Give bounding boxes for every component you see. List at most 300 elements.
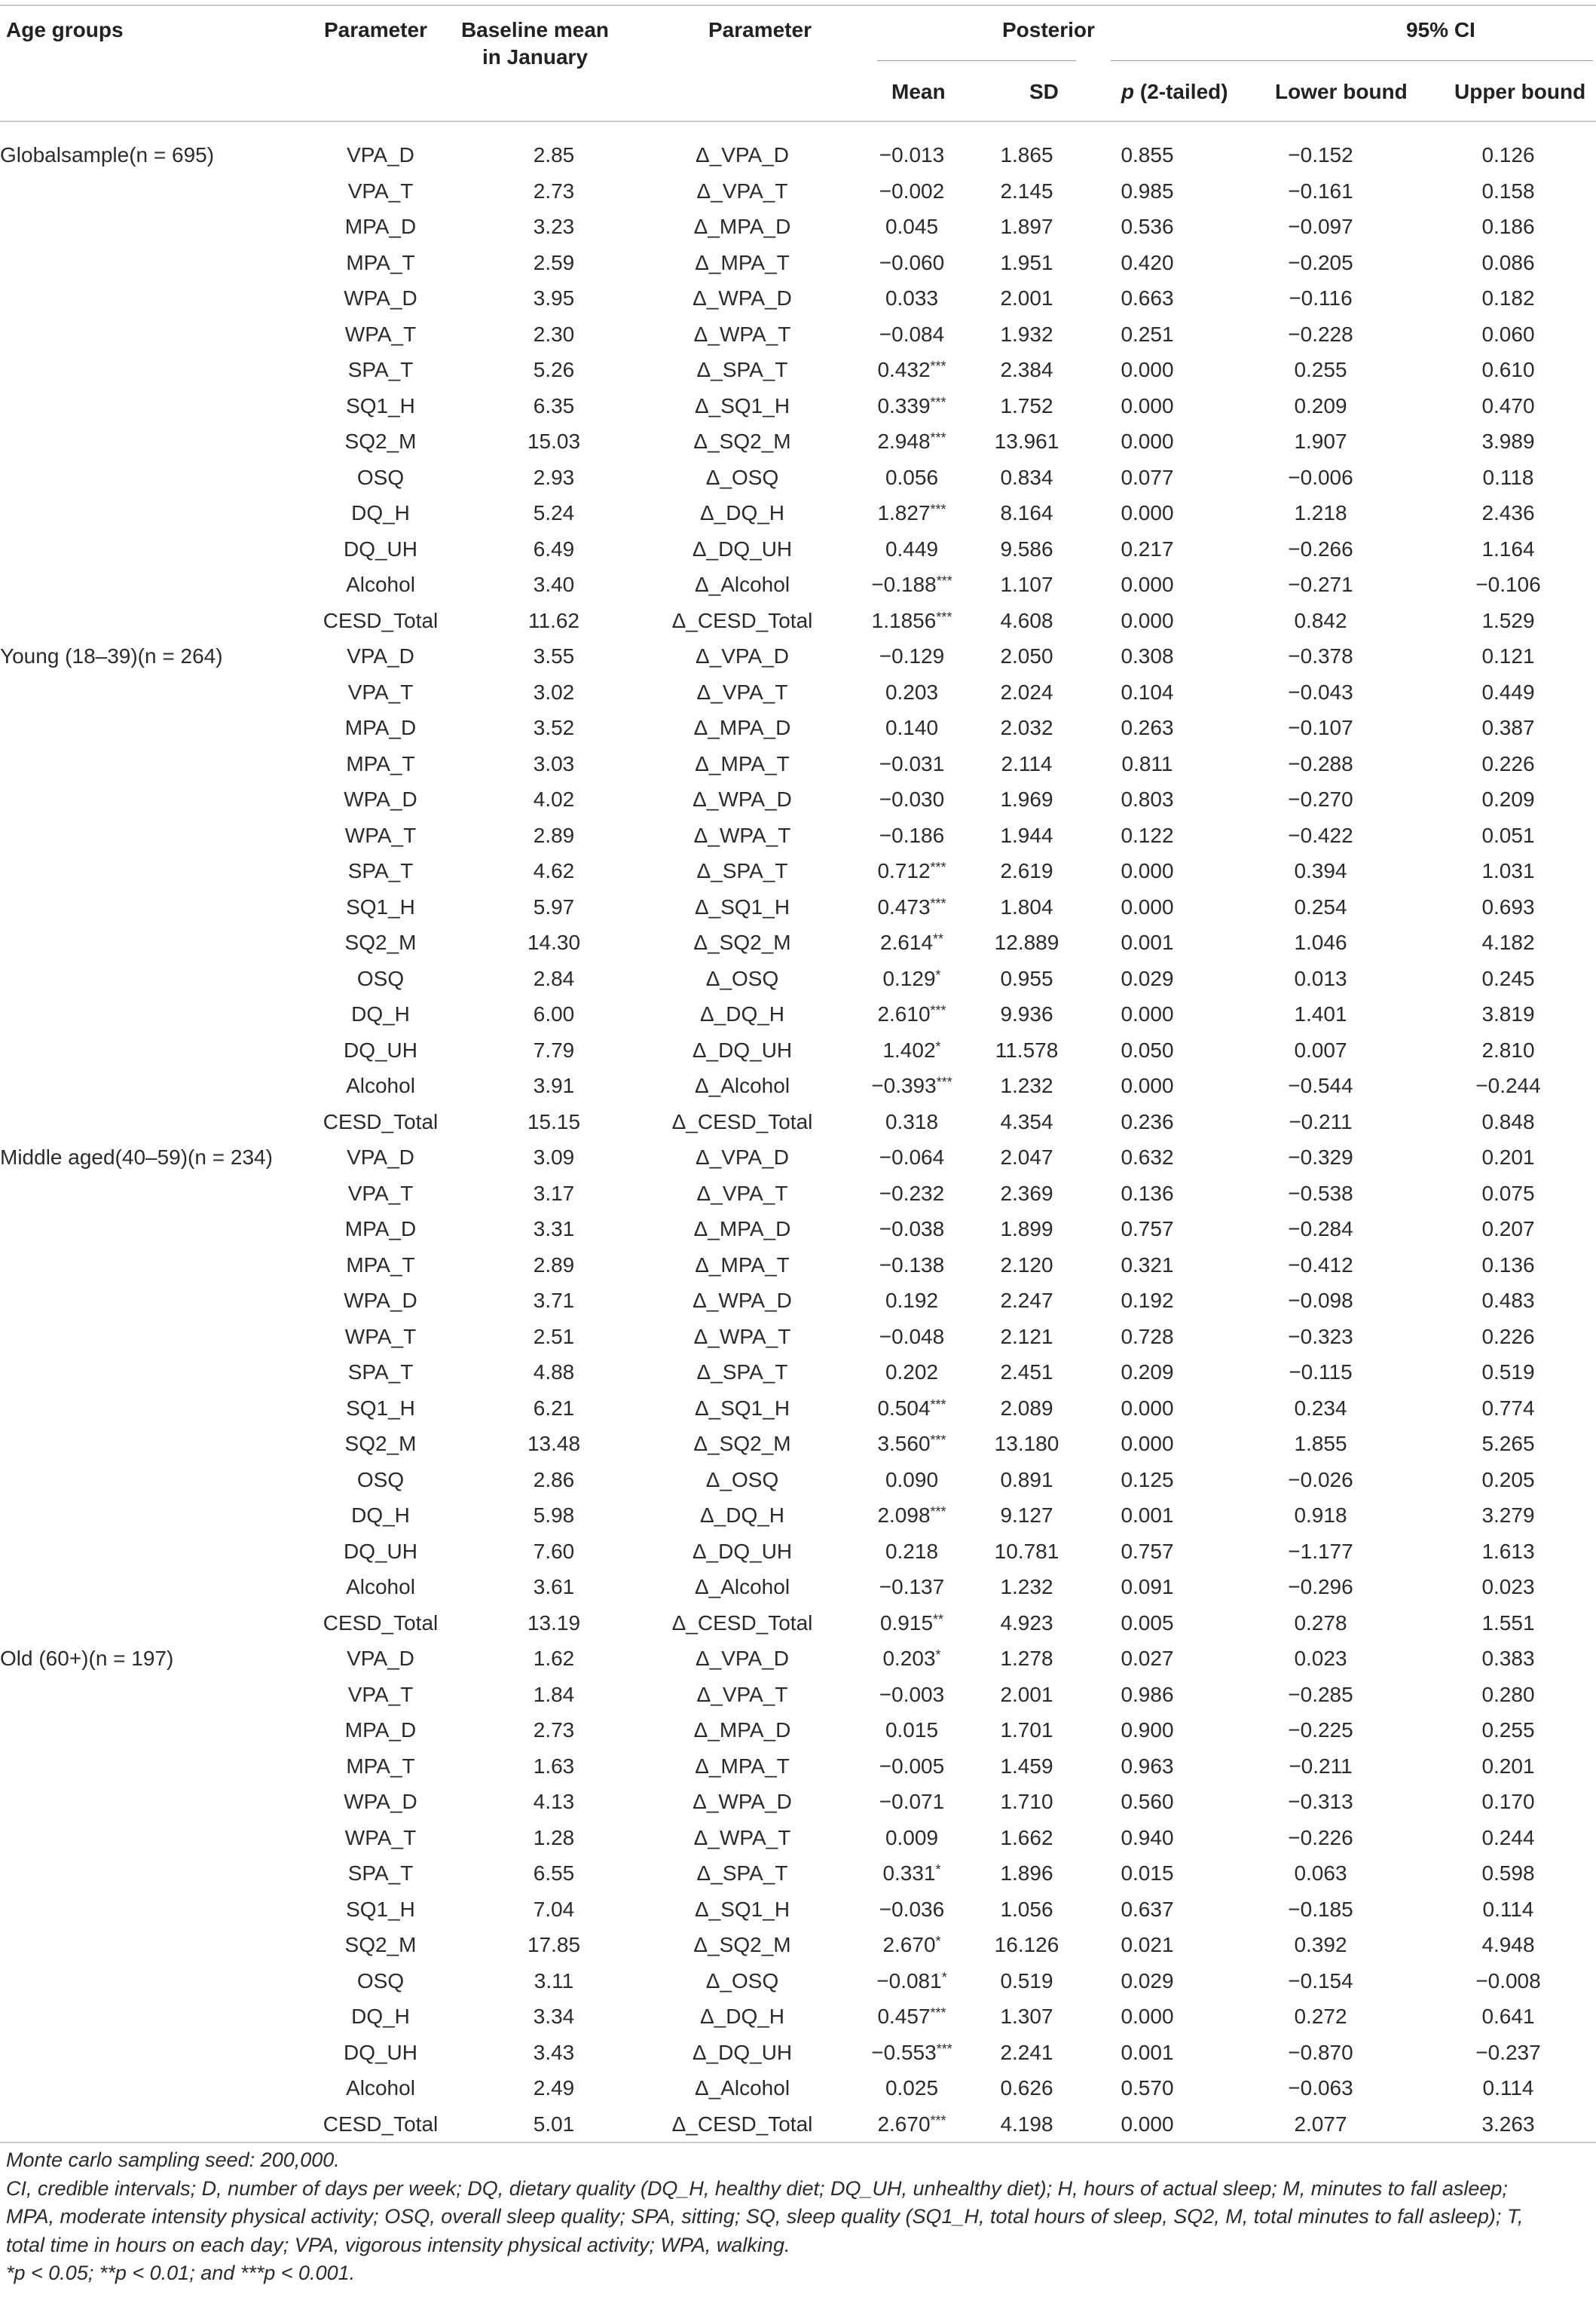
posterior-mean-cell-value: −0.232: [879, 1181, 945, 1205]
posterior-mean-cell: [844, 352, 980, 388]
posterior-mean-cell: [844, 1677, 980, 1713]
age-group-cell: [0, 1319, 294, 1355]
baseline-mean-cell-value: 2.73: [533, 1718, 575, 1742]
posterior-sd-cell: [980, 1211, 1074, 1247]
header-p-rest: (2-tailed): [1134, 80, 1228, 103]
delta-parameter-cell-value: Δ_SQ2_M: [693, 931, 791, 954]
ci-upper-cell-value: 0.205: [1481, 1467, 1535, 1491]
ci-lower-cell-value: −0.538: [1288, 1181, 1353, 1205]
baseline-mean-cell: [467, 674, 641, 711]
posterior-sd-cell: [980, 1176, 1074, 1212]
age-group-cell: [0, 1892, 294, 1928]
ci-upper-cell: [1420, 280, 1596, 317]
header-bottom-rule: [0, 121, 1596, 122]
baseline-mean-cell: [467, 2035, 641, 2071]
posterior-sd-cell: [980, 1032, 1074, 1069]
p-value-cell: [1074, 1641, 1221, 1677]
table-row: [0, 746, 1596, 782]
p-value-cell: [1074, 388, 1221, 424]
posterior-sd-cell-value: 2.120: [1000, 1252, 1053, 1277]
table-row: [0, 961, 1596, 997]
table-top-rule: [0, 5, 1596, 6]
ci-upper-cell: [1420, 1855, 1596, 1892]
table-row: [0, 1677, 1596, 1713]
posterior-mean-cell: [844, 781, 980, 818]
ci-lower-cell: [1221, 245, 1420, 281]
parameter-cell-value: MPA_D: [344, 215, 417, 238]
posterior-sd-cell: [980, 495, 1074, 531]
delta-parameter-cell-value: Δ_SQ2_M: [693, 1432, 791, 1455]
table-row: [0, 1247, 1596, 1283]
parameter-cell-value: SQ1_H: [346, 895, 415, 919]
posterior-mean-cell: [844, 746, 980, 782]
delta-parameter-cell: [641, 1999, 844, 2035]
ci-lower-cell-value: −0.154: [1288, 1968, 1353, 1993]
p-value-cell: [1074, 1534, 1221, 1570]
header-p-letter: p: [1121, 80, 1135, 103]
table-row: [0, 1283, 1596, 1319]
header-baseline-line2: in January: [482, 45, 589, 69]
delta-parameter-cell: [641, 818, 844, 854]
ci-upper-cell: [1420, 853, 1596, 889]
p-value-cell-value: 0.940: [1121, 1825, 1174, 1849]
baseline-mean-cell: [467, 531, 641, 567]
age-group-cell: [0, 1712, 294, 1748]
delta-parameter-cell-value: Δ_CESD_Total: [671, 608, 813, 632]
ci-lower-cell-value: 1.855: [1294, 1432, 1347, 1455]
delta-parameter-cell-value: Δ_DQ_H: [699, 2005, 785, 2028]
baseline-mean-cell: [467, 996, 641, 1032]
baseline-mean-cell-value: 2.85: [533, 143, 575, 167]
posterior-mean-cell-value: 2.098: [877, 1503, 931, 1527]
parameter-cell-value: MPA_T: [346, 1252, 415, 1277]
ci-upper-cell: [1420, 388, 1596, 424]
delta-parameter-cell: [641, 1390, 844, 1427]
posterior-mean-cell: [844, 1176, 980, 1212]
age-group-cell: [0, 781, 294, 818]
header-parameter-delta: Parameter: [708, 18, 812, 41]
posterior-mean-cell-value: −0.038: [879, 1217, 945, 1240]
parameter-cell-value: DQ_H: [351, 501, 410, 525]
posterior-mean-cell: [844, 1497, 980, 1534]
ci-upper-cell: [1420, 2035, 1596, 2071]
posterior-mean-cell-value: −0.036: [879, 1897, 945, 1921]
posterior-mean-cell-value: 0.432: [877, 358, 931, 381]
ci-upper-cell-value: 1.529: [1481, 608, 1535, 632]
delta-parameter-cell-value: Δ_MPA_T: [695, 1754, 790, 1778]
parameter-cell-value: CESD_Total: [323, 2112, 439, 2136]
age-group-cell: [0, 1927, 294, 1963]
parameter-cell-value: WPA_T: [344, 322, 417, 346]
ci-lower-cell-value: 0.272: [1294, 2005, 1347, 2028]
p-value-cell: [1074, 1354, 1221, 1390]
delta-parameter-cell: [641, 1032, 844, 1069]
delta-parameter-cell: [641, 1462, 844, 1498]
posterior-sd-cell-value: 0.834: [1000, 465, 1053, 489]
posterior-sd-cell-value: 1.752: [1000, 393, 1053, 417]
parameter-cell: [294, 1283, 467, 1319]
posterior-sd-cell: [980, 352, 1074, 388]
posterior-sd-cell-value: 9.936: [1000, 1002, 1053, 1026]
delta-parameter-cell: [641, 961, 844, 997]
significance-marker: ***: [930, 1003, 946, 1018]
table-row: [0, 1176, 1596, 1212]
ci-lower-cell: [1221, 1104, 1420, 1140]
posterior-sd-cell: [980, 1390, 1074, 1427]
parameter-cell: [294, 1247, 467, 1283]
p-value-cell: [1074, 2106, 1221, 2142]
age-group-cell: [0, 889, 294, 925]
parameter-cell: [294, 710, 467, 746]
p-value-cell-value: 0.005: [1121, 1610, 1174, 1635]
table-row: [0, 1927, 1596, 1963]
posterior-mean-cell-value: −0.071: [879, 1790, 945, 1813]
age-group-cell: [0, 1534, 294, 1570]
ci-upper-cell-value: 0.075: [1481, 1181, 1535, 1205]
posterior-sd-cell-value: 2.001: [1000, 1682, 1053, 1706]
parameter-cell: [294, 1892, 467, 1928]
parameter-cell: [294, 1569, 467, 1605]
age-group-cell: [0, 1390, 294, 1427]
parameter-cell: [294, 1855, 467, 1892]
p-value-cell-value: 0.986: [1121, 1682, 1174, 1706]
parameter-cell-value: MPA_T: [346, 250, 415, 274]
p-value-cell: [1074, 1999, 1221, 2035]
ci-upper-cell-value: 5.265: [1481, 1432, 1535, 1455]
p-value-cell: [1074, 961, 1221, 997]
delta-parameter-cell: [641, 674, 844, 711]
posterior-mean-cell-value: −0.553: [871, 2040, 937, 2064]
ci-lower-cell-value: −0.211: [1289, 1754, 1353, 1778]
posterior-mean-cell: [844, 424, 980, 460]
baseline-mean-cell: [467, 1032, 641, 1069]
delta-parameter-cell-value: Δ_DQ_H: [699, 501, 785, 525]
posterior-mean-cell: [844, 996, 980, 1032]
p-value-cell: [1074, 710, 1221, 746]
ci-upper-cell-value: 0.209: [1481, 788, 1535, 811]
posterior-sd-cell-value: 1.107: [1000, 573, 1053, 596]
posterior-sd-cell-value: 4.354: [1000, 1109, 1053, 1133]
ci-lower-cell: [1221, 2070, 1420, 2106]
delta-parameter-cell-value: Δ_Alcohol: [694, 1074, 790, 1097]
p-value-cell: [1074, 746, 1221, 782]
posterior-sd-cell: [980, 2106, 1074, 2142]
posterior-mean-cell: [844, 1999, 980, 2035]
posterior-mean-cell-value: 0.056: [885, 465, 939, 489]
p-value-cell-value: 0.000: [1121, 1396, 1174, 1420]
table-row: [0, 1748, 1596, 1785]
delta-parameter-cell-value: Δ_VPA_D: [695, 644, 790, 668]
baseline-mean-cell: [467, 245, 641, 281]
baseline-mean-cell: [467, 460, 641, 496]
baseline-mean-cell: [467, 1497, 641, 1534]
delta-parameter-cell: [641, 2106, 844, 2142]
table-row: [0, 853, 1596, 889]
posterior-mean-cell-value: 3.560: [877, 1432, 931, 1455]
ci-upper-cell: [1420, 460, 1596, 496]
table-row: [0, 1462, 1596, 1498]
ci-upper-cell-value: 0.280: [1481, 1682, 1535, 1706]
posterior-mean-cell: [844, 137, 980, 173]
delta-parameter-cell: [641, 495, 844, 531]
ci-upper-cell-value: 0.023: [1481, 1575, 1535, 1598]
posterior-mean-cell: [844, 1068, 980, 1104]
posterior-sd-cell: [980, 1283, 1074, 1319]
delta-parameter-cell-value: Δ_MPA_D: [693, 1718, 791, 1742]
table-row: [0, 280, 1596, 317]
parameter-cell-value: SPA_T: [347, 1861, 414, 1885]
delta-parameter-cell-value: Δ_SPA_T: [696, 358, 788, 381]
posterior-sd-cell-value: 1.056: [1000, 1897, 1053, 1921]
ci-upper-cell-value: 0.201: [1481, 1145, 1535, 1169]
parameter-cell-value: SQ1_H: [346, 1897, 415, 1921]
delta-parameter-cell: [641, 567, 844, 603]
posterior-mean-cell: [844, 1390, 980, 1427]
parameter-cell-value: Alcohol: [346, 573, 415, 596]
ci-lower-cell-value: 2.077: [1294, 2112, 1347, 2136]
p-value-cell: [1074, 1748, 1221, 1785]
parameter-cell: [294, 1748, 467, 1785]
parameter-cell-value: WPA_T: [344, 823, 417, 847]
ci-lower-cell: [1221, 961, 1420, 997]
parameter-cell: [294, 1068, 467, 1104]
baseline-mean-cell: [467, 1641, 641, 1677]
posterior-sd-cell: [980, 1104, 1074, 1140]
p-value-cell-value: 0.985: [1121, 179, 1174, 203]
table-row: [0, 352, 1596, 388]
p-value-cell-value: 0.560: [1121, 1790, 1174, 1813]
ci-lower-cell-value: −0.161: [1288, 179, 1353, 203]
ci-upper-cell-value: 0.641: [1481, 2005, 1535, 2028]
delta-parameter-cell-value: Δ_VPA_D: [695, 143, 790, 167]
posterior-sd-cell-value: 2.619: [1000, 859, 1053, 882]
p-value-cell: [1074, 925, 1221, 961]
age-group-cell: [0, 1462, 294, 1498]
parameter-cell: [294, 1677, 467, 1713]
posterior-mean-cell: [844, 1354, 980, 1390]
ci-upper-cell-value: 0.170: [1481, 1790, 1535, 1813]
parameter-cell: [294, 1139, 467, 1176]
baseline-mean-cell: [467, 1068, 641, 1104]
baseline-mean-cell: [467, 1569, 641, 1605]
parameter-cell: [294, 746, 467, 782]
p-value-cell-value: 0.536: [1121, 215, 1174, 238]
table-row: [0, 603, 1596, 639]
parameter-cell-value: Alcohol: [346, 1074, 415, 1097]
age-group-cell: [0, 388, 294, 424]
significance-marker: ***: [936, 573, 952, 589]
age-group-cell: [0, 818, 294, 854]
parameter-cell: [294, 818, 467, 854]
significance-marker: ***: [930, 1396, 946, 1412]
baseline-mean-cell-value: 2.86: [533, 1467, 575, 1491]
posterior-sd-cell: [980, 710, 1074, 746]
baseline-mean-cell-value: 2.49: [533, 2076, 575, 2100]
posterior-mean-cell: [844, 173, 980, 210]
ci-lower-cell: [1221, 996, 1420, 1032]
ci-lower-cell: [1221, 2106, 1420, 2142]
p-value-cell-value: 0.000: [1121, 501, 1174, 525]
parameter-cell-value: DQ_H: [351, 2005, 410, 2028]
footnote-abbrev-1: CI, credible intervals; D, number of days per week; DQ, dietary quality (DQ_H, healthy diet; DQ_UH, unhealthy diet); H, hours of actual sleep; M, minutes to fall asleep;: [6, 2176, 1508, 2200]
baseline-mean-cell: [467, 495, 641, 531]
posterior-sd-cell-value: 2.089: [1000, 1396, 1053, 1420]
p-value-cell-value: 0.000: [1121, 430, 1174, 453]
p-value-cell: [1074, 1855, 1221, 1892]
table-row: [0, 424, 1596, 460]
footnote-seed: Monte carlo sampling seed: 200,000.: [6, 2149, 340, 2171]
p-value-cell-value: 0.570: [1121, 2076, 1174, 2100]
p-value-cell-value: 0.963: [1121, 1754, 1174, 1778]
baseline-mean-cell: [467, 1820, 641, 1856]
p-value-cell-value: 0.632: [1121, 1145, 1174, 1169]
baseline-mean-cell-value: 1.62: [533, 1647, 575, 1670]
posterior-sd-cell: [980, 1712, 1074, 1748]
header-posterior: Posterior: [1002, 18, 1095, 41]
posterior-sd-cell: [980, 531, 1074, 567]
significance-marker: *: [935, 1038, 941, 1054]
age-group-cell: [0, 1497, 294, 1534]
ci-upper-cell: [1420, 1677, 1596, 1713]
table-row: [0, 1999, 1596, 2035]
baseline-mean-cell-value: 1.63: [533, 1754, 575, 1778]
posterior-sd-cell: [980, 1784, 1074, 1820]
posterior-mean-cell-value: 2.614: [879, 931, 934, 954]
ci-lower-cell-value: −0.288: [1288, 751, 1353, 775]
significance-marker: *: [935, 1934, 941, 1949]
baseline-mean-cell-value: 6.21: [533, 1396, 575, 1420]
posterior-sd-cell: [980, 173, 1074, 210]
age-group-label: Young (18–39)(n = 264): [0, 644, 223, 668]
ci-upper-cell: [1420, 1569, 1596, 1605]
parameter-cell-value: DQ_H: [351, 1503, 410, 1527]
baseline-mean-cell: [467, 1139, 641, 1176]
delta-parameter-cell: [641, 317, 844, 353]
posterior-mean-cell-value: 0.015: [885, 1718, 939, 1742]
ci-upper-cell: [1420, 961, 1596, 997]
ci-lower-cell: [1221, 460, 1420, 496]
p-value-cell-value: 0.757: [1121, 1539, 1174, 1563]
age-group-cell: [0, 1855, 294, 1892]
posterior-sd-cell-value: 1.932: [1000, 322, 1053, 346]
parameter-cell: [294, 173, 467, 210]
age-group-cell: [0, 853, 294, 889]
posterior-mean-cell: [844, 710, 980, 746]
age-group-cell: [0, 1748, 294, 1785]
delta-parameter-cell-value: Δ_OSQ: [705, 1467, 779, 1491]
baseline-mean-cell: [467, 1319, 641, 1355]
parameter-cell-value: OSQ: [356, 966, 405, 990]
parameter-cell-value: SQ2_M: [344, 1432, 417, 1455]
baseline-mean-cell-value: 5.01: [533, 2112, 575, 2136]
parameter-cell: [294, 961, 467, 997]
age-group-cell: [0, 424, 294, 460]
posterior-mean-cell-value: 2.948: [877, 430, 931, 453]
p-value-cell: [1074, 567, 1221, 603]
ci-lower-cell-value: 1.046: [1294, 931, 1347, 954]
parameter-cell: [294, 317, 467, 353]
baseline-mean-cell-value: 3.23: [533, 215, 575, 238]
parameter-cell: [294, 1319, 467, 1355]
ci-upper-cell: [1420, 1104, 1596, 1140]
posterior-mean-cell-value: −0.064: [879, 1145, 945, 1169]
ci-upper-cell-value: 0.186: [1481, 215, 1535, 238]
posterior-mean-cell-value: −0.138: [879, 1252, 945, 1277]
parameter-cell-value: OSQ: [356, 1968, 405, 1993]
delta-parameter-cell-value: Δ_Alcohol: [694, 1575, 790, 1598]
table-row: [0, 209, 1596, 245]
table-row: [0, 1497, 1596, 1534]
posterior-mean-cell: [844, 2035, 980, 2071]
parameter-cell-value: DQ_UH: [343, 537, 417, 561]
delta-parameter-cell-value: Δ_MPA_D: [693, 215, 791, 238]
ci-lower-cell-value: −0.116: [1289, 286, 1353, 310]
baseline-mean-cell-value: 5.97: [533, 895, 575, 919]
ci-upper-cell: [1420, 137, 1596, 173]
baseline-mean-cell: [467, 925, 641, 961]
p-value-cell-value: 0.000: [1121, 573, 1174, 596]
delta-parameter-cell-value: Δ_SQ2_M: [693, 430, 791, 453]
p-value-cell: [1074, 317, 1221, 353]
delta-parameter-cell: [641, 1139, 844, 1176]
posterior-sd-cell: [980, 853, 1074, 889]
ci-upper-cell-value: 2.810: [1481, 1038, 1535, 1062]
ci-lower-cell-value: 1.907: [1294, 430, 1347, 453]
delta-parameter-cell: [641, 173, 844, 210]
delta-parameter-cell-value: Δ_Alcohol: [694, 573, 790, 596]
table-row: [0, 1712, 1596, 1748]
parameter-cell: [294, 1426, 467, 1462]
delta-parameter-cell: [641, 1605, 844, 1641]
table-row: [0, 781, 1596, 818]
table-row: [0, 1426, 1596, 1462]
ci-lower-cell: [1221, 603, 1420, 639]
posterior-mean-cell: [844, 889, 980, 925]
posterior-sd-cell: [980, 1462, 1074, 1498]
parameter-cell: [294, 137, 467, 173]
delta-parameter-cell-value: Δ_DQ_H: [699, 1503, 785, 1527]
ci-upper-cell-value: 1.551: [1481, 1610, 1535, 1635]
delta-parameter-cell-value: Δ_DQ_UH: [692, 1038, 793, 1062]
delta-parameter-cell-value: Δ_WPA_D: [693, 286, 792, 310]
posterior-sd-cell: [980, 245, 1074, 281]
table-footnotes: [6, 2146, 1588, 2288]
delta-parameter-cell: [641, 137, 844, 173]
ci-upper-cell: [1420, 1534, 1596, 1570]
posterior-sd-cell-value: 2.145: [1000, 179, 1053, 203]
posterior-mean-cell-value: 1.402: [882, 1038, 936, 1062]
ci-lower-cell-value: −0.323: [1288, 1324, 1353, 1348]
posterior-sd-cell: [980, 961, 1074, 997]
ci-lower-cell-value: −0.098: [1288, 1289, 1353, 1312]
posterior-sd-cell-value: 1.899: [1000, 1217, 1053, 1240]
ci-underline: [1111, 60, 1593, 61]
age-group-cell: [0, 603, 294, 639]
ci-lower-cell-value: 0.209: [1294, 393, 1347, 417]
parameter-cell-value: VPA_T: [347, 1682, 414, 1706]
p-value-cell-value: 0.757: [1121, 1217, 1174, 1240]
ci-upper-cell-value: 0.060: [1481, 322, 1535, 346]
baseline-mean-cell-value: 13.48: [527, 1432, 581, 1455]
delta-parameter-cell: [641, 1497, 844, 1534]
posterior-sd-cell-value: 2.121: [1000, 1324, 1053, 1348]
p-value-cell: [1074, 1820, 1221, 1856]
baseline-mean-cell-value: 3.91: [533, 1074, 575, 1097]
ci-lower-cell: [1221, 638, 1420, 674]
parameter-cell: [294, 245, 467, 281]
table-row: [0, 388, 1596, 424]
baseline-mean-cell: [467, 352, 641, 388]
